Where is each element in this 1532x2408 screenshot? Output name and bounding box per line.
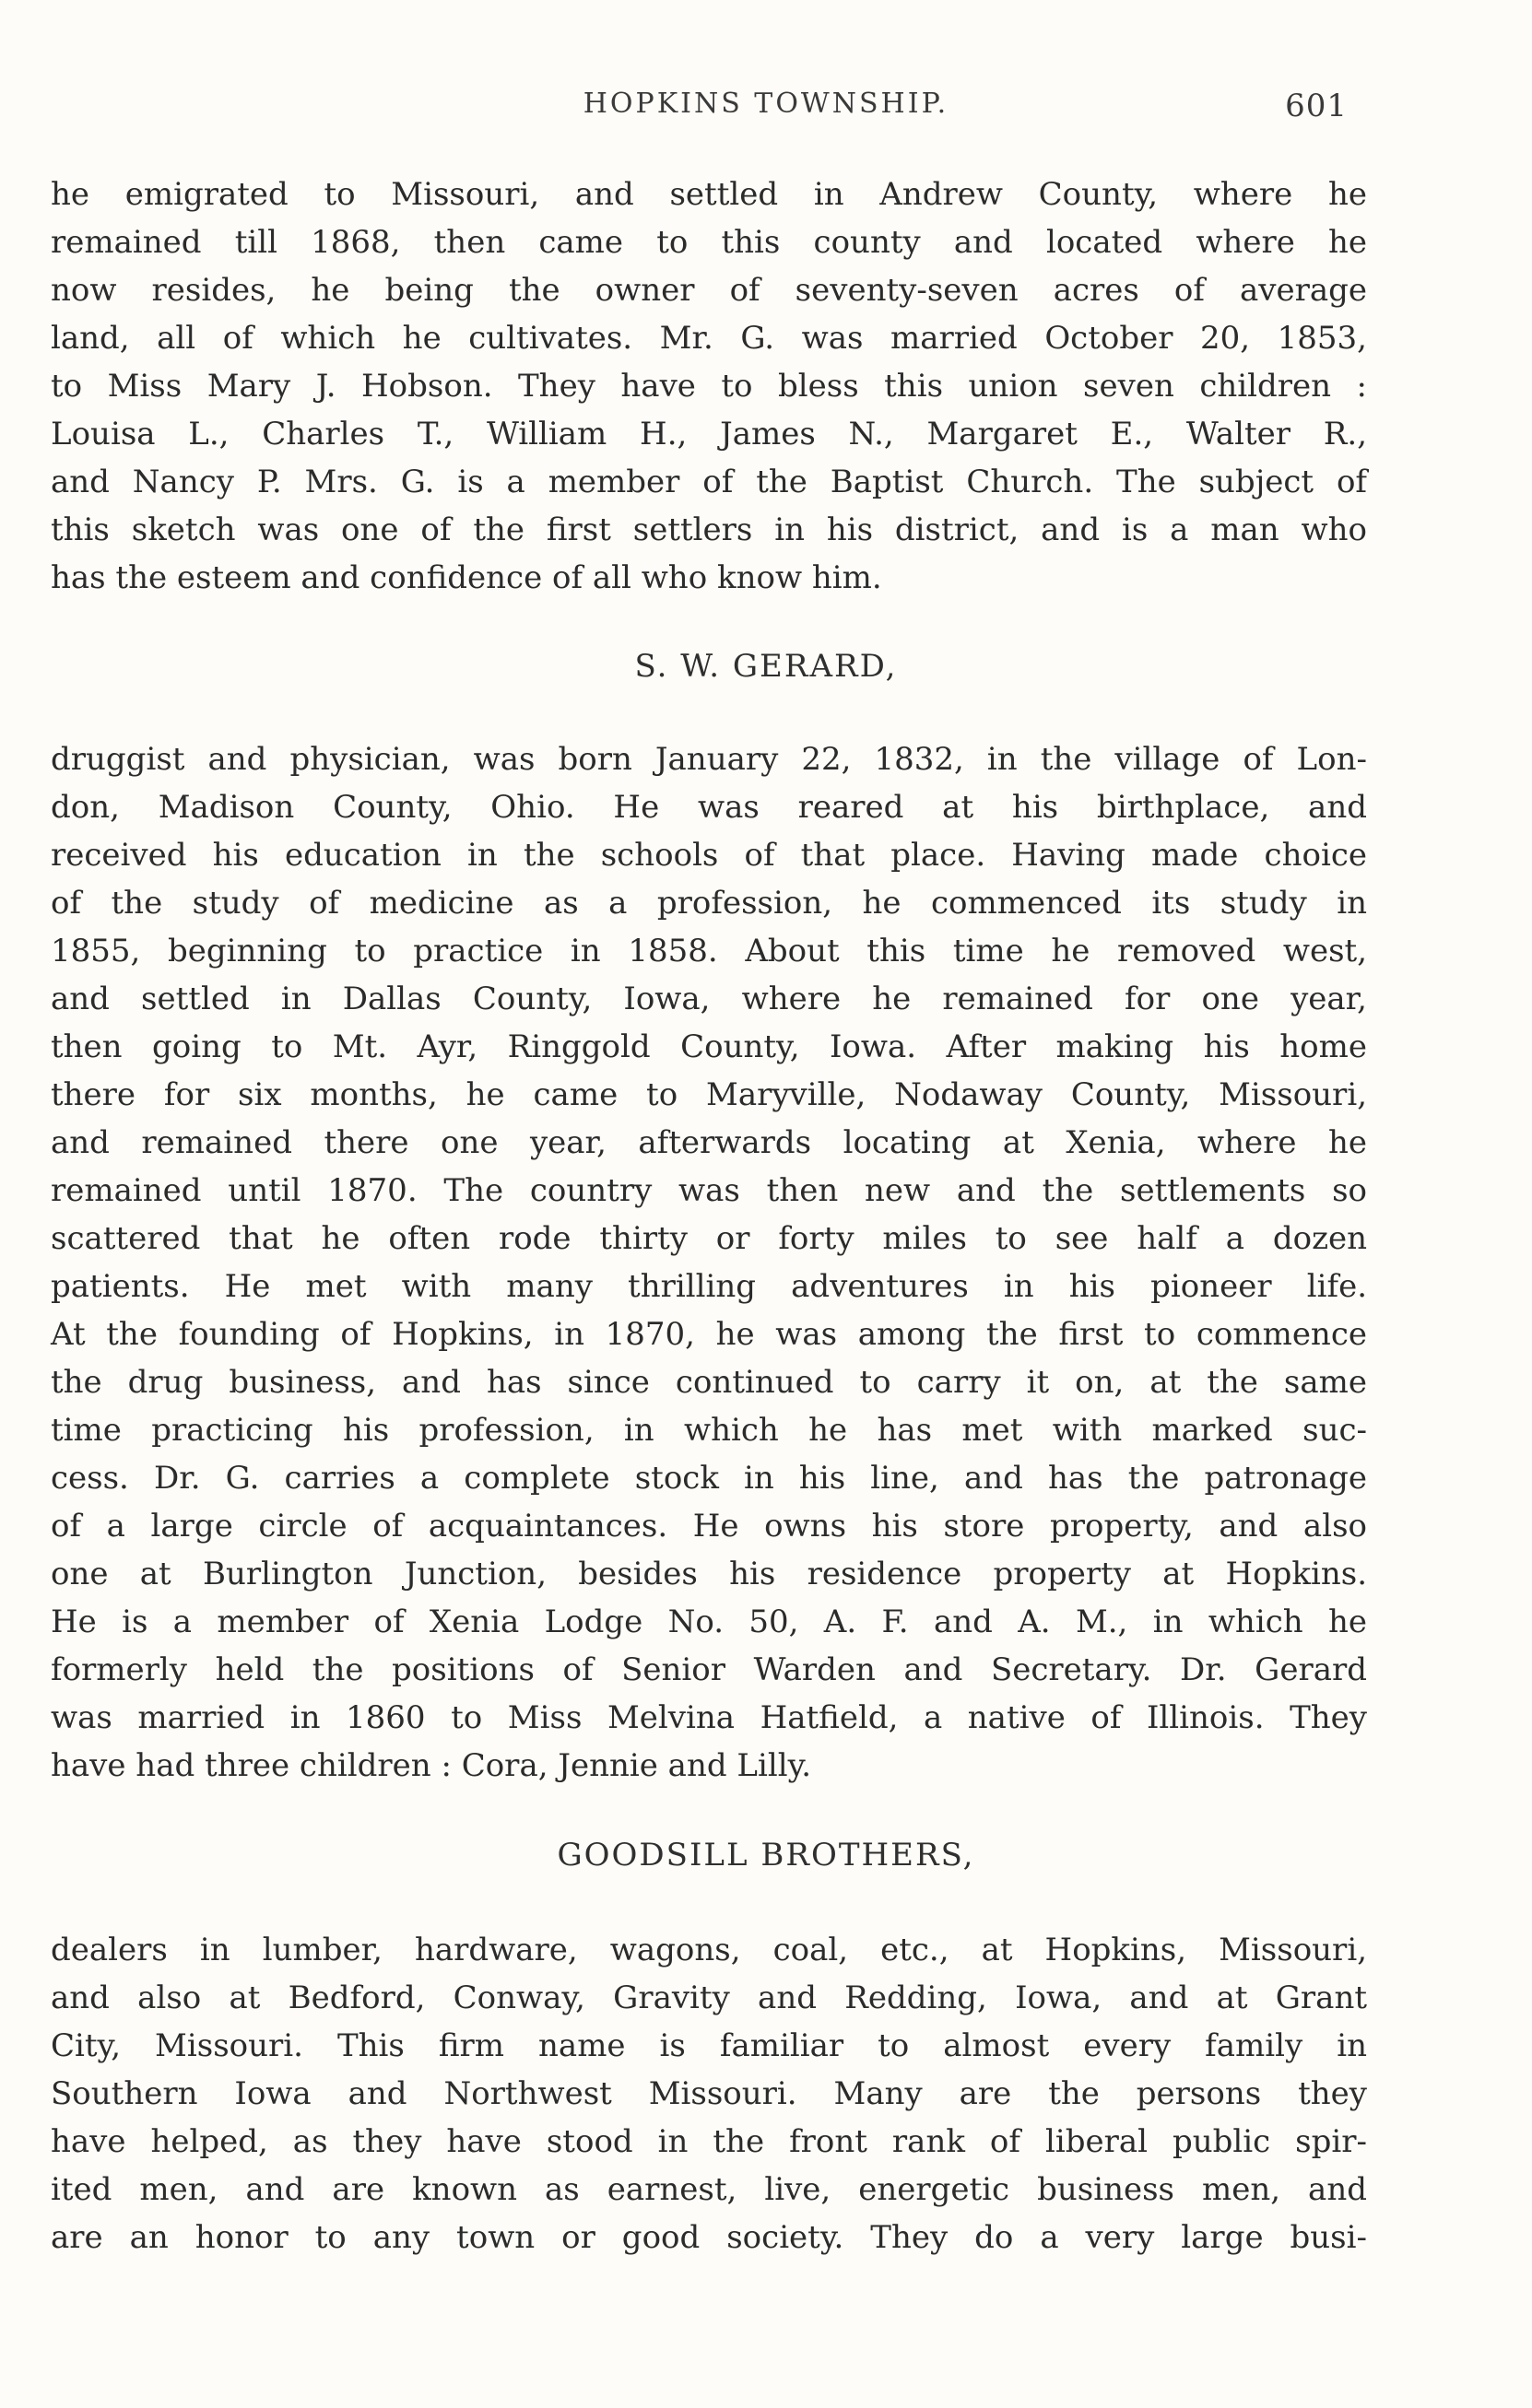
text-line: of the study of medicine as a profession, he commenced its study in <box>51 885 1367 922</box>
text-line: remained until 1870. The country was then new and the settlements so <box>51 1172 1367 1209</box>
paragraph-gerard <box>51 735 1367 1790</box>
text-line: scattered that he often rode thirty or forty miles to see half a dozen <box>51 1220 1367 1257</box>
text-line: Southern Iowa and Northwest Missouri. Many are the persons they <box>51 2075 1367 2112</box>
text-line: have helped, as they have stood in the front rank of liberal public spir- <box>51 2123 1367 2160</box>
running-title: HOPKINS TOWNSHIP. <box>583 88 949 120</box>
text-line: received his education in the schools of that place. Having made choice <box>51 837 1367 874</box>
text-line: At the founding of Hopkins, in 1870, he was among the first to commence <box>51 1316 1367 1353</box>
text-line: druggist and physician, was born January 22, 1832, in the village of Lon- <box>51 741 1367 778</box>
text-line: Louisa L., Charles T., William H., James N., Margaret E., Walter R., <box>51 416 1367 452</box>
text-line: land, all of which he cultivates. Mr. G. was married October 20, 1853, <box>51 320 1367 357</box>
text-line: of a large circle of acquaintances. He owns his store property, and also <box>51 1508 1367 1545</box>
text-line: dealers in lumber, hardware, wagons, coal, etc., at Hopkins, Missouri, <box>51 1932 1367 1968</box>
text-line: to Miss Mary J. Hobson. They have to bless this union seven children : <box>51 368 1367 405</box>
text-line: City, Missouri. This firm name is familiar to almost every family in <box>51 2027 1367 2064</box>
page-number: 601 <box>1285 88 1348 124</box>
text-line: remained till 1868, then came to this county and located where he <box>51 224 1367 261</box>
text-line: now resides, he being the owner of seventy-seven acres of average <box>51 272 1367 309</box>
text-line: was married in 1860 to Miss Melvina Hatfield, a native of Illinois. They <box>51 1699 1367 1736</box>
running-header <box>0 88 1532 134</box>
text-line: this sketch was one of the first settlers in his district, and is a man who <box>51 511 1367 548</box>
section-heading-goodsill: GOODSILL BROTHERS, <box>557 1837 975 1874</box>
text-line: have had three children : Cora, Jennie and Lilly. <box>51 1747 812 1784</box>
text-line: formerly held the positions of Senior Warden and Secretary. Dr. Gerard <box>51 1651 1367 1688</box>
paragraph-continuation <box>51 170 1367 602</box>
text-line: He is a member of Xenia Lodge No. 50, A. F. and A. M., in which he <box>51 1603 1367 1640</box>
text-line: and also at Bedford, Conway, Gravity and Redding, Iowa, and at Grant <box>51 1979 1367 2016</box>
text-line: are an honor to any town or good society. They do a very large busi- <box>51 2219 1367 2256</box>
text-line: patients. He met with many thrilling adventures in his pioneer life. <box>51 1268 1367 1305</box>
text-line: and remained there one year, afterwards locating at Xenia, where he <box>51 1124 1367 1161</box>
text-line: ited men, and are known as earnest, live, energetic business men, and <box>51 2171 1367 2208</box>
paragraph-goodsill <box>51 1926 1367 2261</box>
section-heading-gerard: S. W. GERARD, <box>634 648 898 685</box>
text-line: one at Burlington Junction, besides his residence property at Hopkins. <box>51 1556 1367 1592</box>
text-line: has the esteem and confidence of all who know him. <box>51 559 882 596</box>
text-line: cess. Dr. G. carries a complete stock in his line, and has the patronage <box>51 1460 1367 1497</box>
text-line: 1855, beginning to practice in 1858. About this time he removed west, <box>51 933 1367 969</box>
text-line: and settled in Dallas County, Iowa, where he remained for one year, <box>51 981 1367 1017</box>
text-line: he emigrated to Missouri, and settled in Andrew County, where he <box>51 176 1367 213</box>
text-line: time practicing his profession, in which he has met with marked suc- <box>51 1412 1367 1449</box>
text-line: and Nancy P. Mrs. G. is a member of the Baptist Church. The subject of <box>51 464 1367 500</box>
text-line: there for six months, he came to Maryville, Nodaway County, Missouri, <box>51 1076 1367 1113</box>
text-line: don, Madison County, Ohio. He was reared at his birthplace, and <box>51 789 1367 826</box>
text-line: then going to Mt. Ayr, Ringgold County, Iowa. After making his home <box>51 1028 1367 1065</box>
text-line: the drug business, and has since continued to carry it on, at the same <box>51 1364 1367 1401</box>
